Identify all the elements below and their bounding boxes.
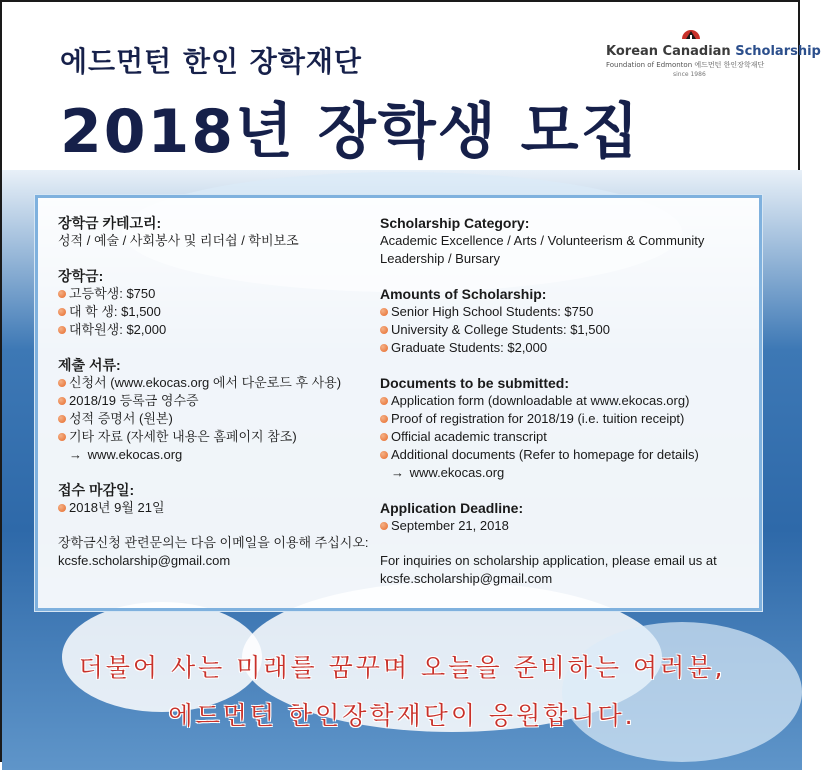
en-deadline-title: Application Deadline:: [380, 500, 524, 516]
kr-inquiry-section: [58, 534, 378, 570]
kr-document-item: 2018/19 등록금 영수증: [58, 392, 378, 410]
bullet-dot-icon: [58, 397, 66, 405]
kr-inquiry-text: 장학금신청 관련문의는 다음 이메일을 이용해 주십시오:: [58, 535, 369, 550]
english-column: [380, 214, 760, 605]
logo-name-main: Korean Canadian: [606, 44, 736, 59]
en-inquiry-email[interactable]: kcsfe.scholarship@gmail.com: [380, 571, 553, 586]
bullet-dot-icon: [380, 451, 388, 459]
bullet-dot-icon: [58, 415, 66, 423]
en-amount-item: University & College Students: $1,500: [380, 321, 760, 339]
bullet-dot-icon: [380, 308, 388, 316]
bullet-dot-icon: [58, 504, 66, 512]
kr-category-title: 장학금 카테고리:: [58, 215, 162, 231]
right-arrow-icon: →: [391, 465, 404, 480]
bullet-dot-icon: [380, 415, 388, 423]
kr-inquiry-email[interactable]: kcsfe.scholarship@gmail.com: [58, 553, 231, 568]
kr-documents-title: 제출 서류:: [58, 357, 121, 373]
bullet-dot-icon: [380, 522, 388, 530]
foundation-subtitle: 에드먼턴 한인 장학재단: [60, 45, 362, 78]
kr-document-item: 성적 증명서 (원본): [58, 410, 378, 428]
kr-amount-item: 고등학생: $750: [58, 285, 378, 303]
right-arrow-icon: →: [69, 447, 82, 462]
en-documents-title: Documents to be submitted:: [380, 375, 570, 391]
en-website-link[interactable]: → www.ekocas.org: [391, 465, 505, 480]
kr-website-link[interactable]: → www.ekocas.org: [69, 447, 183, 462]
en-deadline-date: September 21, 2018: [380, 517, 760, 535]
logo-emblem-icon: [680, 26, 702, 40]
bullet-dot-icon: [58, 290, 66, 298]
kr-category-text: 성적 / 예술 / 사회봉사 및 리더쉽 / 학비보조: [58, 233, 299, 248]
kr-deadline-title: 접수 마감일:: [58, 482, 135, 498]
kr-documents-section: [58, 356, 378, 464]
background-cloud-shape: [562, 622, 802, 762]
en-document-item: Application form (downloadable at www.ekocas.org): [380, 392, 760, 410]
korean-column: [58, 214, 378, 587]
bullet-dot-icon: [380, 326, 388, 334]
en-document-item: Official academic transcript: [380, 428, 760, 446]
en-category-text: Academic Excellence / Arts / Volunteerism & Community Leadership / Bursary: [380, 233, 705, 266]
kr-deadline-date: 2018년 9월 21일: [58, 499, 378, 517]
bullet-dot-icon: [380, 397, 388, 405]
kr-deadline-section: [58, 481, 378, 517]
en-amounts-section: [380, 285, 760, 357]
slogan-line-1: 더불어 사는 미래를 꿈꾸며 오늘을 준비하는 여러분,: [78, 653, 726, 682]
en-documents-section: [380, 374, 760, 482]
kr-document-item: 신청서 (www.ekocas.org 에서 다운로드 후 사용): [58, 374, 378, 392]
kr-amounts-section: [58, 267, 378, 339]
en-amount-item: Senior High School Students: $750: [380, 303, 760, 321]
en-document-item: Additional documents (Refer to homepage for details): [380, 446, 760, 464]
page-title: 2018년 장학생 모집: [60, 97, 641, 167]
foundation-logo: [598, 26, 821, 78]
en-category-section: [380, 214, 760, 268]
kr-amount-item: 대 학 생: $1,500: [58, 303, 378, 321]
bullet-dot-icon: [58, 308, 66, 316]
bullet-dot-icon: [58, 433, 66, 441]
en-inquiry-section: [380, 552, 760, 588]
en-category-title: Scholarship Category:: [380, 215, 530, 231]
en-amounts-title: Amounts of Scholarship:: [380, 286, 547, 302]
bullet-dot-icon: [380, 344, 388, 352]
kr-amounts-title: 장학금:: [58, 268, 104, 284]
kr-amount-item: 대학원생: $2,000: [58, 321, 378, 339]
bullet-dot-icon: [58, 379, 66, 387]
en-document-item: Proof of registration for 2018/19 (i.e. tuition receipt): [380, 410, 760, 428]
logo-text: [606, 44, 821, 59]
en-inquiry-text: For inquiries on scholarship application, please email us at: [380, 553, 717, 568]
kr-document-item: 기타 자료 (자세한 내용은 홈페이지 참조): [58, 428, 378, 446]
info-panel: [35, 195, 762, 611]
logo-name-accent: Scholarship: [735, 44, 821, 59]
en-amount-item: Graduate Students: $2,000: [380, 339, 760, 357]
bullet-dot-icon: [380, 433, 388, 441]
en-deadline-section: [380, 499, 760, 535]
slogan-line-2: 에드먼턴 한인장학재단이 응원합니다.: [168, 701, 636, 730]
logo-subtext: Foundation of Edmonton 에드먼턴 한인장학재단: [606, 61, 765, 69]
kr-category-section: [58, 214, 378, 250]
logo-since: since 1986: [673, 71, 706, 78]
bullet-dot-icon: [58, 326, 66, 334]
